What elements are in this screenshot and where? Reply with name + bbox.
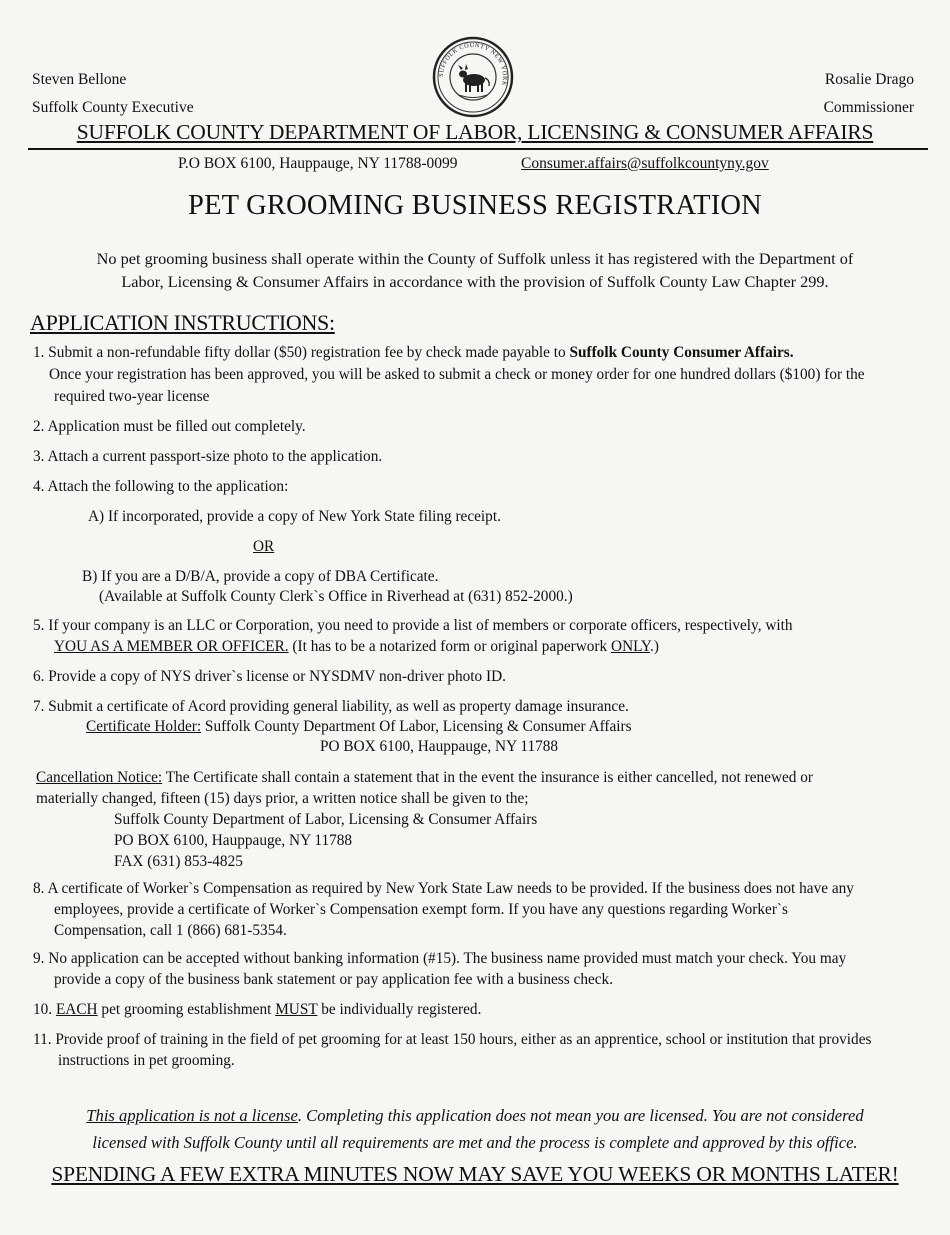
emphasis-text: EACH: [55, 1001, 98, 1018]
instruction-item-8-continued: employees, provide a certificate of Worker`s Compensation exempt form. If you have any questions regarding Worker`s: [54, 901, 788, 918]
disclaimer-text: . Completing this application does not mean you are licensed. You are not considered: [297, 1106, 864, 1125]
item-text: .): [650, 638, 659, 655]
contact-email-link[interactable]: Consumer.affairs@suffolkcountyny.gov: [521, 155, 769, 172]
certificate-holder: [86, 716, 632, 738]
instruction-item-11-continued: instructions in pet grooming.: [58, 1052, 235, 1069]
instruction-item-5: 5. If your company is an LLC or Corporation, you need to provide a list of members or corporate officers, respectively, with: [33, 617, 793, 634]
item-text: The Certificate shall contain a statement that in the event the insurance is either cancelled, not renewed or: [162, 769, 814, 786]
item-text: 1. Submit a non-refundable fifty dollar ($50) registration fee by check made payable to: [33, 344, 570, 361]
certificate-holder-address: PO BOX 6100, Hauppauge, NY 11788: [320, 738, 559, 755]
notice-address-line: PO BOX 6100, Hauppauge, NY 11788: [114, 832, 353, 849]
item-text: (It has to be a notarized form or original paperwork: [288, 638, 612, 655]
cancellation-notice-continued: materially changed, fifteen (15) days prior, a written notice shall be given to the;: [36, 790, 529, 807]
instruction-item-7: 7. Submit a certificate of Acord providing general liability, as well as property damage insurance.: [33, 698, 629, 715]
instruction-item-9: 9. No application can be accepted without banking information (#15). The business name provided must match your check. You may: [33, 950, 847, 967]
instruction-item-6: 6. Provide a copy of NYS driver`s license or NYSDMV non-driver photo ID.: [33, 668, 506, 685]
header-divider: [28, 148, 928, 150]
page-title: PET GROOMING BUSINESS REGISTRATION: [188, 190, 762, 221]
county-executive-name: Steven Bellone: [32, 71, 127, 88]
instruction-item-4b-note: (Available at Suffolk County Clerk`s Office in Riverhead at (631) 852-2000.): [99, 588, 573, 605]
disclaimer-text: licensed with Suffolk County until all requirements are met and the process is complete and approved by this office.: [92, 1133, 858, 1152]
instruction-item-5-continued: [54, 636, 659, 658]
instruction-item-9-continued: provide a copy of the business bank statement or pay application fee with a business check.: [54, 971, 614, 988]
notice-fax-line: FAX (631) 853-4825: [114, 853, 243, 870]
instruction-item-4a: A) If incorporated, provide a copy of New York State filing receipt.: [88, 508, 501, 525]
cancellation-label: Cancellation Notice:: [36, 769, 163, 786]
instruction-item-2: 2. Application must be filled out completely.: [33, 418, 306, 435]
seal-lettering: SUFFOLK COUNTY NEW YORK: [437, 41, 509, 87]
instruction-item-1: [33, 342, 794, 364]
payee-name: Suffolk County Consumer Affairs.: [569, 344, 794, 361]
instruction-item-11: 11. Provide proof of training in the field of pet grooming for at least 150 hours, either as an apprentice, school or institution that provides: [33, 1031, 872, 1048]
license-disclaimer: [30, 1102, 920, 1156]
disclaimer-emphasis: This application is not a license: [86, 1106, 298, 1125]
instruction-item-3: 3. Attach a current passport-size photo to the application.: [33, 448, 383, 465]
instruction-item-4b: B) If you are a D/B/A, provide a copy of DBA Certificate.: [82, 568, 439, 585]
instruction-item-4: 4. Attach the following to the application:: [33, 478, 289, 495]
notice-address-line: Suffolk County Department of Labor, Licensing & Consumer Affairs: [114, 811, 538, 828]
instruction-item-10: [33, 999, 481, 1021]
certificate-holder-name: Suffolk County Department Of Labor, Licensing & Consumer Affairs: [201, 718, 632, 735]
item-text: be individually registered.: [317, 1001, 482, 1018]
intro-paragraph: [50, 247, 900, 293]
item-text: 10.: [33, 1001, 56, 1018]
instruction-item-1-continued: required two-year license: [54, 388, 210, 405]
commissioner-name: Rosalie Drago: [824, 71, 914, 88]
cancellation-notice: [36, 767, 813, 789]
instructions-heading: APPLICATION INSTRUCTIONS:: [30, 310, 335, 335]
county-executive-title: Suffolk County Executive: [32, 99, 194, 116]
county-executive-block: [32, 66, 194, 122]
intro-line: Labor, Licensing & Consumer Affairs in accordance with the provision of Suffolk County Law Chapter 299.: [121, 272, 829, 291]
item-text: pet grooming establishment: [97, 1001, 276, 1018]
commissioner-title: Commissioner: [823, 99, 914, 116]
emphasis-text: ONLY: [611, 638, 650, 655]
emphasis-text: YOU AS A MEMBER OR OFFICER.: [54, 638, 289, 655]
department-name: SUFFOLK COUNTY DEPARTMENT OF LABOR, LICENSING & CONSUMER AFFAIRS: [76, 120, 874, 144]
or-separator: OR: [253, 538, 275, 555]
instruction-item-1-continued: Once your registration has been approved, you will be asked to submit a check or money order for one hundred dollars ($100) for the: [49, 366, 865, 383]
instruction-item-8-continued: Compensation, call 1 (866) 681-5354.: [54, 922, 287, 939]
certificate-holder-label: Certificate Holder:: [86, 718, 202, 735]
county-seal-icon: [432, 36, 514, 118]
mailing-address: P.O BOX 6100, Hauppauge, NY 11788-0099: [178, 155, 458, 172]
footer-reminder: SPENDING A FEW EXTRA MINUTES NOW MAY SAVE YOU WEEKS OR MONTHS LATER!: [51, 1162, 899, 1186]
emphasis-text: MUST: [275, 1001, 318, 1018]
intro-line: No pet grooming business shall operate within the County of Suffolk unless it has registered with the Department of: [96, 249, 854, 268]
commissioner-block: [824, 66, 914, 122]
instruction-item-8: 8. A certificate of Worker`s Compensation as required by New York State Law needs to be provided. If the business does not have any: [33, 880, 854, 897]
